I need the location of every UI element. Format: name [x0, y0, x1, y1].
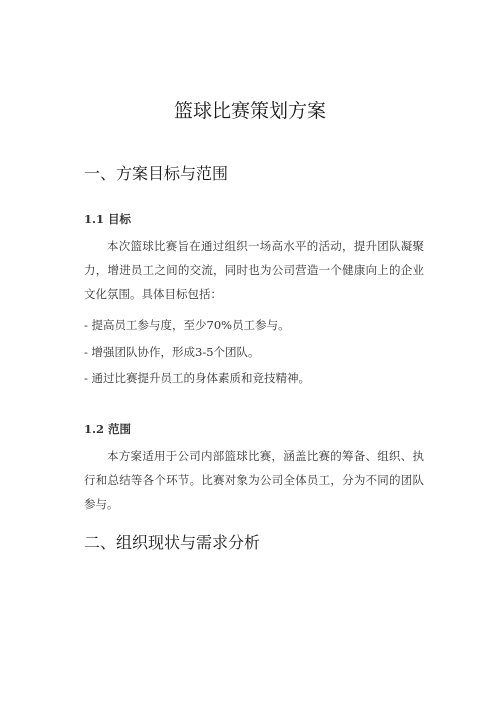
scope-paragraph: 本方案适用于公司内部篮球比赛，涵盖比赛的筹备、组织、执行和总结等各个环节。比赛对象为公司全体员工，分为不同的团队参与。 [84, 449, 424, 511]
section-heading-goals-scope: 一、方案目标与范围 [84, 164, 229, 183]
goal-item-1: - 提高员工参与度，至少70%员工参与。 [84, 318, 290, 332]
goal-item-3: - 通过比赛提升员工的身体素质和竞技精神。 [84, 371, 311, 385]
document-title: 篮球比赛策划方案 [173, 100, 326, 122]
subsection-heading-goals: 1.1 目标 [84, 212, 132, 226]
goals-paragraph: 本次篮球比赛旨在通过组织一场高水平的活动，提升团队凝聚力，增进员工之间的交流，同时也为公司营造一个健康向上的企业文化氛围。具体目标包括： [84, 239, 424, 301]
goal-item-2: - 增强团队协作，形成3-5个团队。 [84, 345, 260, 359]
section-heading-analysis: 二、组织现状与需求分析 [84, 533, 261, 552]
subsection-heading-scope: 1.2 范围 [84, 422, 132, 436]
